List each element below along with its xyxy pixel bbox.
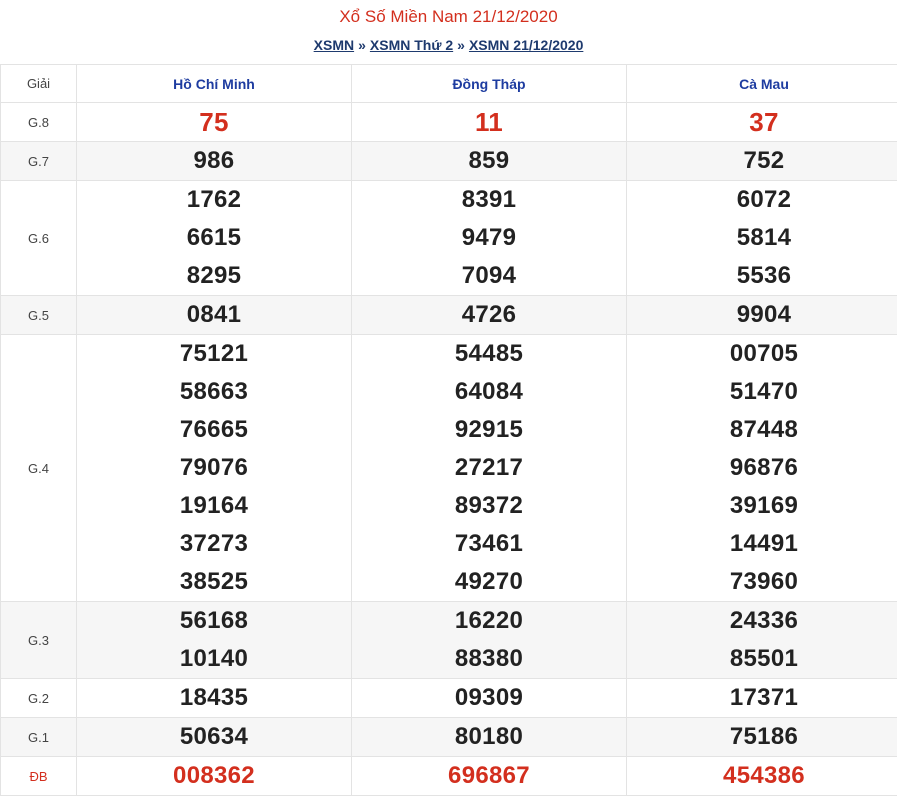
prize-number: 00705 [729, 340, 799, 367]
prize-row-g4 [1, 335, 897, 602]
prize-number: 6072 [736, 186, 792, 213]
prize-number: 96876 [729, 454, 799, 481]
prize-cell [77, 142, 352, 181]
prize-cell [77, 181, 352, 296]
prize-row-g7 [1, 142, 897, 181]
prize-cell [352, 718, 627, 757]
prize-number: 5536 [736, 262, 792, 289]
prize-row-special [1, 757, 897, 796]
prize-number: 696867 [448, 762, 530, 789]
prize-cell [352, 296, 627, 335]
prize-number: 008362 [173, 762, 255, 789]
prize-number: 75121 [179, 340, 249, 367]
prize-number: 14491 [729, 530, 799, 557]
prize-number: 39169 [729, 492, 799, 519]
prize-cell [627, 142, 897, 181]
province-header-ho-chi-minh[interactable]: Hồ Chí Minh [77, 65, 352, 103]
prize-number: 9904 [736, 301, 792, 328]
breadcrumb [0, 36, 897, 54]
prize-number: 752 [743, 147, 785, 174]
prize-number: 24336 [729, 607, 799, 634]
prize-number: 09309 [454, 684, 524, 711]
prize-cell [627, 757, 897, 796]
breadcrumb-separator: » [358, 37, 366, 53]
prize-cell [627, 602, 897, 679]
prize-cell [352, 757, 627, 796]
page-title: Xổ Số Miền Nam 21/12/2020 [339, 7, 558, 26]
prize-label: G.1 [1, 718, 77, 757]
prize-row-g1 [1, 718, 897, 757]
breadcrumb-link-xsmn[interactable]: XSMN [313, 37, 355, 53]
prize-number: 5814 [736, 224, 792, 251]
prize-number: 56168 [179, 607, 249, 634]
table-header-row [1, 65, 897, 103]
prize-cell [627, 679, 897, 718]
prize-number: 859 [468, 147, 510, 174]
prize-label: G.5 [1, 296, 77, 335]
prize-cell [77, 679, 352, 718]
prize-cell [77, 296, 352, 335]
prize-label: G.2 [1, 679, 77, 718]
prize-number: 4726 [461, 301, 517, 328]
prize-cell [77, 103, 352, 142]
prize-number: 80180 [454, 723, 524, 750]
breadcrumb-link-xsmn-date[interactable]: XSMN 21/12/2020 [468, 37, 584, 53]
prize-cell [77, 718, 352, 757]
prize-number: 19164 [179, 492, 249, 519]
prize-cell [77, 757, 352, 796]
prize-row-g2 [1, 679, 897, 718]
prize-cell [77, 335, 352, 602]
prize-cell [352, 103, 627, 142]
prize-cell [627, 335, 897, 602]
prize-number: 9479 [461, 224, 517, 251]
prize-label: G.8 [1, 103, 77, 142]
prize-cell [77, 602, 352, 679]
prize-cell [352, 142, 627, 181]
prize-number: 76665 [179, 416, 249, 443]
prize-number: 85501 [729, 645, 799, 672]
prize-number: 88380 [454, 645, 524, 672]
breadcrumb-link-xsmn-thu-2[interactable]: XSMN Thứ 2 [369, 37, 454, 53]
prize-cell [627, 181, 897, 296]
prize-number: 49270 [454, 568, 524, 595]
prize-number: 89372 [454, 492, 524, 519]
prize-number: 75186 [729, 723, 799, 750]
prize-number: 6615 [186, 224, 242, 251]
prize-number: 11 [474, 107, 504, 137]
prize-number: 27217 [454, 454, 524, 481]
prize-label: ĐB [1, 757, 77, 796]
prize-number: 64084 [454, 378, 524, 405]
prize-row-g8 [1, 103, 897, 142]
prize-cell [352, 335, 627, 602]
prize-number: 73960 [729, 568, 799, 595]
results-table [0, 64, 897, 796]
prize-cell [627, 296, 897, 335]
prize-number: 1762 [186, 186, 242, 213]
province-header-dong-thap[interactable]: Đồng Tháp [352, 65, 627, 103]
prize-number: 16220 [454, 607, 524, 634]
prize-number: 18435 [179, 684, 249, 711]
prize-number: 50634 [179, 723, 249, 750]
prize-label: G.4 [1, 335, 77, 602]
prize-label: G.6 [1, 181, 77, 296]
prize-number: 37 [749, 107, 779, 137]
prize-number: 92915 [454, 416, 524, 443]
prize-number: 75 [199, 107, 229, 137]
page-header [0, 0, 897, 64]
prize-row-g5 [1, 296, 897, 335]
prize-row-g3 [1, 602, 897, 679]
prize-label: G.7 [1, 142, 77, 181]
prize-number: 454386 [723, 762, 805, 789]
breadcrumb-separator: » [457, 37, 465, 53]
prize-number: 38525 [179, 568, 249, 595]
prize-number: 8391 [461, 186, 517, 213]
prize-number: 17371 [729, 684, 799, 711]
prize-row-g6 [1, 181, 897, 296]
prize-number: 986 [193, 147, 235, 174]
prize-number: 87448 [729, 416, 799, 443]
prize-number: 8295 [186, 262, 242, 289]
prize-number: 51470 [729, 378, 799, 405]
prize-number: 79076 [179, 454, 249, 481]
prize-number: 7094 [461, 262, 517, 289]
prize-cell [627, 718, 897, 757]
prize-cell [352, 602, 627, 679]
prize-cell [352, 679, 627, 718]
prize-number: 37273 [179, 530, 249, 557]
prize-cell [352, 181, 627, 296]
prize-number: 58663 [179, 378, 249, 405]
prize-number: 10140 [179, 645, 249, 672]
prize-number: 54485 [454, 340, 524, 367]
prize-cell [627, 103, 897, 142]
prize-number: 73461 [454, 530, 524, 557]
prize-label: G.3 [1, 602, 77, 679]
prize-number: 0841 [186, 301, 242, 328]
prize-column-header: Giải [1, 65, 77, 103]
province-header-ca-mau[interactable]: Cà Mau [627, 65, 897, 103]
